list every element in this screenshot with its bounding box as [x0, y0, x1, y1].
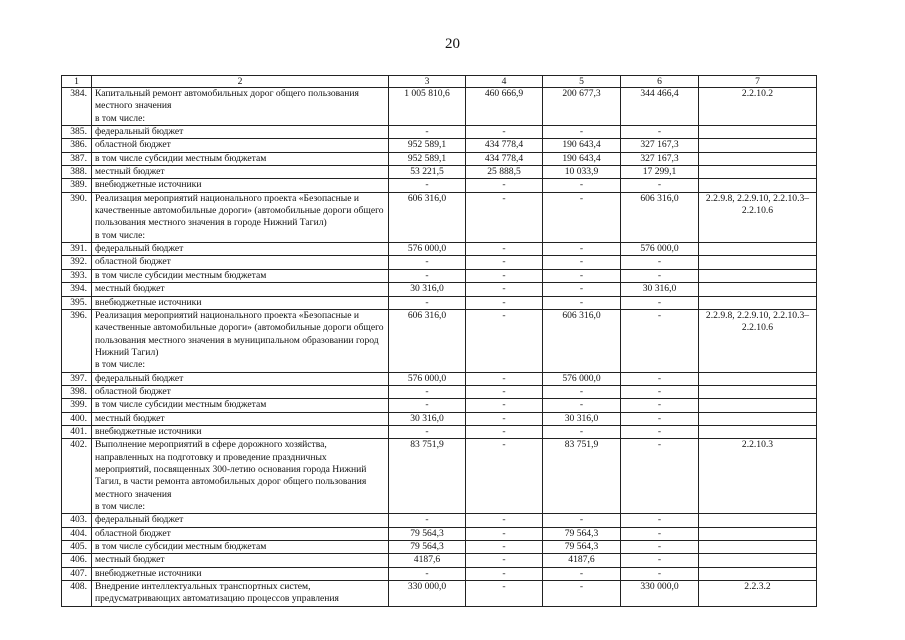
row-description: внебюджетные источники [92, 425, 389, 438]
row-description: внебюджетные источники [92, 179, 389, 192]
row-description: областной бюджет [92, 527, 389, 540]
row-number: 406. [62, 554, 92, 567]
value-col5: 576 000,0 [543, 372, 621, 385]
value-col4: - [466, 309, 543, 372]
value-col4: - [466, 269, 543, 282]
value-col3: 1 005 810,6 [389, 88, 466, 126]
table-row [62, 541, 817, 554]
value-col6: - [621, 412, 699, 425]
row-description: местный бюджет [92, 554, 389, 567]
table-row [62, 192, 817, 242]
row-number: 398. [62, 385, 92, 398]
table-row [62, 399, 817, 412]
value-col5: 79 564,3 [543, 541, 621, 554]
code-col7 [699, 372, 817, 385]
row-description: Внедрение интеллектуальных транспортных систем, предусматривающих автоматизацию процессов управления [92, 581, 389, 607]
header-cell: 1 [62, 76, 92, 88]
value-col6: - [621, 554, 699, 567]
value-col3: 576 000,0 [389, 243, 466, 256]
value-col6: 344 466,4 [621, 88, 699, 126]
value-col4: - [466, 581, 543, 607]
row-description: областной бюджет [92, 139, 389, 152]
row-description: Реализация мероприятий национального проекта «Безопасные и качественные автомобильные дороги» (автомобильные дороги общего пользования местного значения в муниципальном образовании город Нижний Тагил) в том числе: [92, 309, 389, 372]
value-col5: 4187,6 [543, 554, 621, 567]
row-number: 404. [62, 527, 92, 540]
row-number: 392. [62, 256, 92, 269]
value-col3: - [389, 567, 466, 580]
table-row [62, 385, 817, 398]
code-col7 [699, 243, 817, 256]
value-col4: - [466, 439, 543, 514]
header-cell: 5 [543, 76, 621, 88]
row-number: 400. [62, 412, 92, 425]
code-col7 [699, 527, 817, 540]
table-row [62, 425, 817, 438]
value-col3: 30 316,0 [389, 283, 466, 296]
code-col7 [699, 399, 817, 412]
code-col7 [699, 541, 817, 554]
value-col5: - [543, 126, 621, 139]
value-col3: - [389, 296, 466, 309]
row-number: 402. [62, 439, 92, 514]
code-col7 [699, 554, 817, 567]
row-description: местный бюджет [92, 166, 389, 179]
value-col6: - [621, 385, 699, 398]
value-col3: - [389, 425, 466, 438]
value-col4: - [466, 412, 543, 425]
code-col7: 2.2.3.2 [699, 581, 817, 607]
table-row [62, 412, 817, 425]
value-col4: 434 778,4 [466, 152, 543, 165]
table-row [62, 372, 817, 385]
value-col5: 606 316,0 [543, 309, 621, 372]
row-description: в том числе субсидии местным бюджетам [92, 541, 389, 554]
value-col4: - [466, 425, 543, 438]
row-description: Выполнение мероприятий в сфере дорожного хозяйства, направленных на подготовку и проведение праздничных мероприятий, посвященных 300-летию основания города Нижний Тагил, в части ремонта автомобильных дорог общего пользования местного значения в том числе: [92, 439, 389, 514]
value-col5: - [543, 425, 621, 438]
row-description: в том числе субсидии местным бюджетам [92, 399, 389, 412]
row-number: 393. [62, 269, 92, 282]
value-col6: - [621, 179, 699, 192]
row-description: Реализация мероприятий национального проекта «Безопасные и качественные автомобильные дороги» (автомобильные дороги общего пользования местного значения в городе Нижний Тагил) в том числе: [92, 192, 389, 242]
value-col6: 606 316,0 [621, 192, 699, 242]
header-cell: 4 [466, 76, 543, 88]
value-col5: 190 643,4 [543, 152, 621, 165]
table-row [62, 283, 817, 296]
row-number: 390. [62, 192, 92, 242]
code-col7 [699, 514, 817, 527]
header-cell: 2 [92, 76, 389, 88]
value-col5: - [543, 192, 621, 242]
value-col5: - [543, 567, 621, 580]
value-col6: 17 299,1 [621, 166, 699, 179]
row-description: местный бюджет [92, 283, 389, 296]
value-col4: - [466, 385, 543, 398]
value-col5: - [543, 581, 621, 607]
table-row [62, 554, 817, 567]
code-col7: 2.2.9.8, 2.2.9.10, 2.2.10.3–2.2.10.6 [699, 192, 817, 242]
row-number: 389. [62, 179, 92, 192]
value-col6: - [621, 126, 699, 139]
value-col5: - [543, 269, 621, 282]
value-col3: 952 589,1 [389, 139, 466, 152]
value-col4: - [466, 126, 543, 139]
row-description: местный бюджет [92, 412, 389, 425]
header-cell: 6 [621, 76, 699, 88]
value-col5: 190 643,4 [543, 139, 621, 152]
table-row [62, 139, 817, 152]
code-col7 [699, 269, 817, 282]
header-cell: 7 [699, 76, 817, 88]
budget-table [61, 75, 817, 607]
value-col5: 83 751,9 [543, 439, 621, 514]
value-col3: 4187,6 [389, 554, 466, 567]
value-col5: 10 033,9 [543, 166, 621, 179]
value-col3: 576 000,0 [389, 372, 466, 385]
value-col6: - [621, 399, 699, 412]
code-col7 [699, 412, 817, 425]
row-number: 385. [62, 126, 92, 139]
value-col6: - [621, 296, 699, 309]
code-col7 [699, 256, 817, 269]
row-number: 407. [62, 567, 92, 580]
table-row [62, 256, 817, 269]
value-col4: - [466, 256, 543, 269]
row-number: 384. [62, 88, 92, 126]
value-col6: - [621, 527, 699, 540]
value-col5: 30 316,0 [543, 412, 621, 425]
value-col4: - [466, 527, 543, 540]
code-col7 [699, 567, 817, 580]
value-col5: - [543, 243, 621, 256]
row-description: федеральный бюджет [92, 372, 389, 385]
value-col3: - [389, 126, 466, 139]
header-cell: 3 [389, 76, 466, 88]
value-col5: - [543, 256, 621, 269]
table-body [62, 88, 817, 607]
value-col5: - [543, 283, 621, 296]
value-col5: - [543, 296, 621, 309]
value-col4: - [466, 372, 543, 385]
value-col3: 30 316,0 [389, 412, 466, 425]
table-row [62, 179, 817, 192]
value-col6: - [621, 439, 699, 514]
row-description: федеральный бюджет [92, 126, 389, 139]
value-col6: - [621, 269, 699, 282]
table-header-row [62, 76, 817, 88]
value-col4: 434 778,4 [466, 139, 543, 152]
row-description: федеральный бюджет [92, 243, 389, 256]
table-row [62, 166, 817, 179]
row-number: 397. [62, 372, 92, 385]
value-col5: - [543, 179, 621, 192]
row-number: 394. [62, 283, 92, 296]
code-col7 [699, 126, 817, 139]
row-number: 405. [62, 541, 92, 554]
value-col6: - [621, 256, 699, 269]
row-number: 408. [62, 581, 92, 607]
row-description: областной бюджет [92, 256, 389, 269]
value-col5: 200 677,3 [543, 88, 621, 126]
table-row [62, 581, 817, 607]
row-number: 399. [62, 399, 92, 412]
value-col6: 30 316,0 [621, 283, 699, 296]
value-col3: - [389, 514, 466, 527]
table-row [62, 269, 817, 282]
value-col6: - [621, 567, 699, 580]
value-col4: - [466, 179, 543, 192]
value-col5: - [543, 399, 621, 412]
row-number: 388. [62, 166, 92, 179]
value-col5: - [543, 514, 621, 527]
row-description: областной бюджет [92, 385, 389, 398]
value-col3: - [389, 399, 466, 412]
value-col4: - [466, 399, 543, 412]
value-col4: - [466, 243, 543, 256]
page-number: 20 [445, 36, 460, 52]
value-col4: - [466, 514, 543, 527]
value-col5: 79 564,3 [543, 527, 621, 540]
code-col7: 2.2.10.2 [699, 88, 817, 126]
value-col4: - [466, 192, 543, 242]
code-col7 [699, 152, 817, 165]
value-col4: - [466, 567, 543, 580]
value-col3: - [389, 256, 466, 269]
row-description: федеральный бюджет [92, 514, 389, 527]
row-description: в том числе субсидии местным бюджетам [92, 269, 389, 282]
row-description: в том числе субсидии местным бюджетам [92, 152, 389, 165]
value-col4: - [466, 554, 543, 567]
row-number: 395. [62, 296, 92, 309]
code-col7 [699, 296, 817, 309]
code-col7 [699, 139, 817, 152]
row-number: 401. [62, 425, 92, 438]
value-col3: 952 589,1 [389, 152, 466, 165]
code-col7 [699, 283, 817, 296]
row-description: внебюджетные источники [92, 296, 389, 309]
value-col5: - [543, 385, 621, 398]
row-number: 391. [62, 243, 92, 256]
row-number: 403. [62, 514, 92, 527]
value-col6: - [621, 372, 699, 385]
code-col7 [699, 425, 817, 438]
value-col3: 79 564,3 [389, 527, 466, 540]
value-col6: - [621, 425, 699, 438]
value-col4: - [466, 541, 543, 554]
value-col3: - [389, 385, 466, 398]
table-row [62, 567, 817, 580]
code-col7 [699, 166, 817, 179]
value-col4: - [466, 283, 543, 296]
value-col4: 25 888,5 [466, 166, 543, 179]
table-row [62, 514, 817, 527]
row-number: 386. [62, 139, 92, 152]
code-col7: 2.2.9.8, 2.2.9.10, 2.2.10.3–2.2.10.6 [699, 309, 817, 372]
row-description: внебюджетные источники [92, 567, 389, 580]
table-row [62, 296, 817, 309]
value-col3: 79 564,3 [389, 541, 466, 554]
row-number: 387. [62, 152, 92, 165]
value-col6: 327 167,3 [621, 139, 699, 152]
value-col6: - [621, 541, 699, 554]
value-col6: 327 167,3 [621, 152, 699, 165]
code-col7 [699, 385, 817, 398]
row-number: 396. [62, 309, 92, 372]
value-col6: 576 000,0 [621, 243, 699, 256]
value-col3: - [389, 179, 466, 192]
value-col6: - [621, 309, 699, 372]
value-col4: - [466, 296, 543, 309]
code-col7: 2.2.10.3 [699, 439, 817, 514]
table-row [62, 152, 817, 165]
value-col3: 330 000,0 [389, 581, 466, 607]
row-description: Капитальный ремонт автомобильных дорог общего пользования местного значения в том числе: [92, 88, 389, 126]
value-col3: 606 316,0 [389, 309, 466, 372]
table-row [62, 527, 817, 540]
value-col6: 330 000,0 [621, 581, 699, 607]
value-col4: 460 666,9 [466, 88, 543, 126]
table-row [62, 439, 817, 514]
table-row [62, 88, 817, 126]
value-col3: - [389, 269, 466, 282]
value-col6: - [621, 514, 699, 527]
table-row [62, 243, 817, 256]
table-row [62, 309, 817, 372]
table-row [62, 126, 817, 139]
value-col3: 53 221,5 [389, 166, 466, 179]
code-col7 [699, 179, 817, 192]
value-col3: 83 751,9 [389, 439, 466, 514]
value-col3: 606 316,0 [389, 192, 466, 242]
